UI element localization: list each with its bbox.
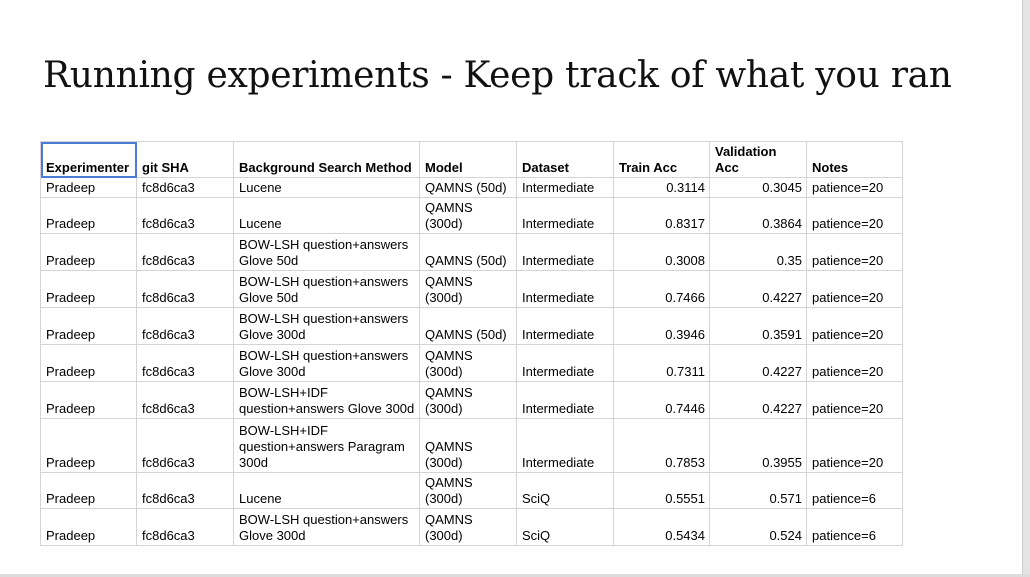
table-row	[41, 234, 903, 271]
cell-notes[interactable]: patience=6	[807, 509, 903, 546]
cell-notes[interactable]: patience=20	[807, 234, 903, 271]
cell-train-acc[interactable]: 0.3008	[614, 234, 710, 271]
column-header-experimenter[interactable]: Experimenter	[41, 142, 137, 178]
cell-notes[interactable]: patience=20	[807, 308, 903, 345]
cell-validation-acc[interactable]: 0.4227	[710, 345, 807, 382]
cell-method[interactable]: BOW-LSH question+answers Glove 50d	[234, 271, 420, 308]
cell-dataset[interactable]: Intermediate	[517, 308, 614, 345]
experiments-table	[40, 141, 903, 546]
cell-dataset[interactable]: Intermediate	[517, 345, 614, 382]
table-row	[41, 509, 903, 546]
cell-method[interactable]: Lucene	[234, 178, 420, 198]
column-header-background-search-method[interactable]: Background Search Method	[234, 142, 420, 178]
column-header-dataset[interactable]: Dataset	[517, 142, 614, 178]
table-row	[41, 308, 903, 345]
cell-experimenter[interactable]: Pradeep	[41, 382, 137, 419]
cell-model[interactable]: QAMNS (300d)	[420, 198, 517, 234]
cell-method[interactable]: Lucene	[234, 198, 420, 234]
cell-dataset[interactable]: Intermediate	[517, 234, 614, 271]
cell-git-sha[interactable]: fc8d6ca3	[137, 473, 234, 509]
table-row	[41, 345, 903, 382]
cell-validation-acc[interactable]: 0.35	[710, 234, 807, 271]
cell-git-sha[interactable]: fc8d6ca3	[137, 271, 234, 308]
cell-experimenter[interactable]: Pradeep	[41, 271, 137, 308]
cell-validation-acc[interactable]: 0.3591	[710, 308, 807, 345]
cell-dataset[interactable]: Intermediate	[517, 198, 614, 234]
cell-model[interactable]: QAMNS (300d)	[420, 345, 517, 382]
column-header-train-acc[interactable]: Train Acc	[614, 142, 710, 178]
cell-git-sha[interactable]: fc8d6ca3	[137, 198, 234, 234]
cell-dataset[interactable]: SciQ	[517, 473, 614, 509]
table-row	[41, 382, 903, 419]
cell-model[interactable]: QAMNS (300d)	[420, 271, 517, 308]
cell-train-acc[interactable]: 0.5434	[614, 509, 710, 546]
cell-dataset[interactable]: Intermediate	[517, 419, 614, 473]
cell-model[interactable]: QAMNS (300d)	[420, 473, 517, 509]
cell-experimenter[interactable]: Pradeep	[41, 345, 137, 382]
cell-train-acc[interactable]: 0.7853	[614, 419, 710, 473]
cell-method[interactable]: Lucene	[234, 473, 420, 509]
cell-method[interactable]: BOW-LSH question+answers Glove 50d	[234, 234, 420, 271]
table-header-row	[41, 142, 903, 178]
cell-model[interactable]: QAMNS (50d)	[420, 308, 517, 345]
cell-git-sha[interactable]: fc8d6ca3	[137, 178, 234, 198]
cell-validation-acc[interactable]: 0.3045	[710, 178, 807, 198]
column-header-git-sha[interactable]: git SHA	[137, 142, 234, 178]
cell-notes[interactable]: patience=20	[807, 382, 903, 419]
cell-experimenter[interactable]: Pradeep	[41, 198, 137, 234]
cell-dataset[interactable]: SciQ	[517, 509, 614, 546]
cell-notes[interactable]: patience=20	[807, 419, 903, 473]
cell-model[interactable]: QAMNS (50d)	[420, 234, 517, 271]
cell-train-acc[interactable]: 0.7466	[614, 271, 710, 308]
column-header-model[interactable]: Model	[420, 142, 517, 178]
cell-experimenter[interactable]: Pradeep	[41, 509, 137, 546]
table-row	[41, 178, 903, 198]
cell-notes[interactable]: patience=20	[807, 345, 903, 382]
table-row	[41, 198, 903, 234]
cell-method[interactable]: BOW-LSH question+answers Glove 300d	[234, 308, 420, 345]
cell-notes[interactable]: patience=20	[807, 198, 903, 234]
cell-method[interactable]: BOW-LSH+IDF question+answers Paragram 300d	[234, 419, 420, 473]
cell-model[interactable]: QAMNS (300d)	[420, 509, 517, 546]
column-header-notes[interactable]: Notes	[807, 142, 903, 178]
cell-method[interactable]: BOW-LSH question+answers Glove 300d	[234, 345, 420, 382]
cell-validation-acc[interactable]: 0.3864	[710, 198, 807, 234]
cell-model[interactable]: QAMNS (300d)	[420, 382, 517, 419]
cell-experimenter[interactable]: Pradeep	[41, 308, 137, 345]
cell-notes[interactable]: patience=6	[807, 473, 903, 509]
cell-notes[interactable]: patience=20	[807, 271, 903, 308]
cell-model[interactable]: QAMNS (50d)	[420, 178, 517, 198]
cell-method[interactable]: BOW-LSH question+answers Glove 300d	[234, 509, 420, 546]
cell-model[interactable]: QAMNS (300d)	[420, 419, 517, 473]
cell-dataset[interactable]: Intermediate	[517, 178, 614, 198]
cell-train-acc[interactable]: 0.7446	[614, 382, 710, 419]
slide-title: Running experiments - Keep track of what you ran	[43, 55, 952, 96]
cell-validation-acc[interactable]: 0.524	[710, 509, 807, 546]
cell-method[interactable]: BOW-LSH+IDF question+answers Glove 300d	[234, 382, 420, 419]
cell-git-sha[interactable]: fc8d6ca3	[137, 382, 234, 419]
table-row	[41, 473, 903, 509]
cell-validation-acc[interactable]: 0.571	[710, 473, 807, 509]
cell-dataset[interactable]: Intermediate	[517, 271, 614, 308]
window-edge	[1022, 0, 1030, 577]
cell-experimenter[interactable]: Pradeep	[41, 234, 137, 271]
cell-train-acc[interactable]: 0.7311	[614, 345, 710, 382]
cell-notes[interactable]: patience=20	[807, 178, 903, 198]
cell-experimenter[interactable]: Pradeep	[41, 419, 137, 473]
cell-train-acc[interactable]: 0.5551	[614, 473, 710, 509]
column-header-validation-acc[interactable]: Validation Acc	[710, 142, 807, 178]
cell-validation-acc[interactable]: 0.4227	[710, 271, 807, 308]
cell-experimenter[interactable]: Pradeep	[41, 473, 137, 509]
table-row	[41, 419, 903, 473]
cell-git-sha[interactable]: fc8d6ca3	[137, 509, 234, 546]
cell-git-sha[interactable]: fc8d6ca3	[137, 234, 234, 271]
cell-train-acc[interactable]: 0.8317	[614, 198, 710, 234]
cell-validation-acc[interactable]: 0.4227	[710, 382, 807, 419]
cell-validation-acc[interactable]: 0.3955	[710, 419, 807, 473]
cell-experimenter[interactable]: Pradeep	[41, 178, 137, 198]
cell-train-acc[interactable]: 0.3114	[614, 178, 710, 198]
cell-git-sha[interactable]: fc8d6ca3	[137, 308, 234, 345]
cell-git-sha[interactable]: fc8d6ca3	[137, 419, 234, 473]
table-row	[41, 271, 903, 308]
cell-git-sha[interactable]: fc8d6ca3	[137, 345, 234, 382]
cell-dataset[interactable]: Intermediate	[517, 382, 614, 419]
cell-train-acc[interactable]: 0.3946	[614, 308, 710, 345]
